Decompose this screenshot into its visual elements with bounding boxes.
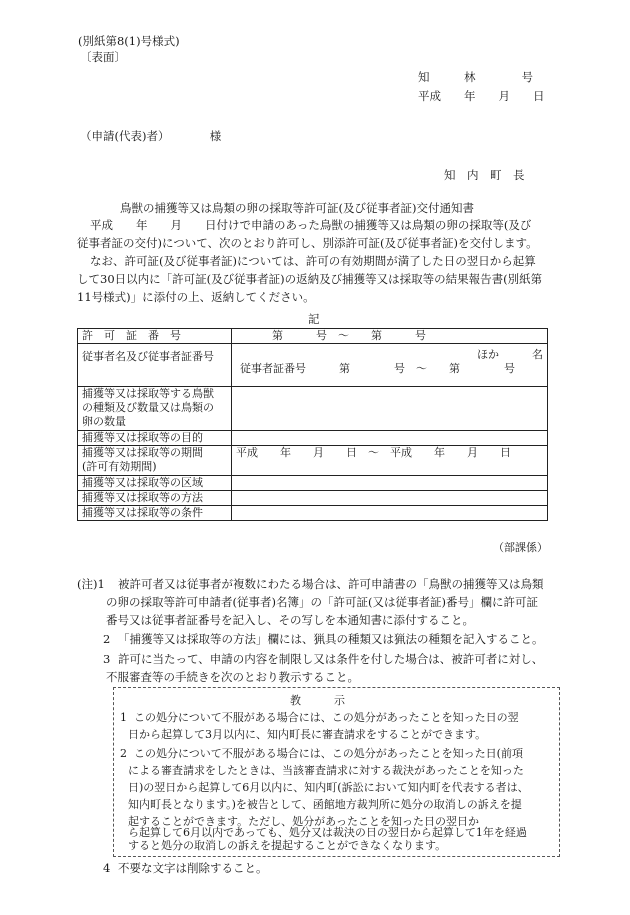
permit-number-value: 第 号 ～ 第 号 bbox=[232, 329, 548, 344]
notice-item-1-number: 1 bbox=[120, 711, 127, 724]
ki-label: 記 bbox=[308, 312, 320, 326]
body-line-5: 11号様式)」に添付の上、返納してください。 bbox=[77, 290, 315, 304]
note-2-number: 2 bbox=[103, 632, 111, 646]
notice-item-2-line-4: 知内町長となります。)を被告として、函館地方裁判所に処分の取消しの訴えを提 bbox=[128, 798, 522, 811]
permit-number-label: 許 可 証 番 号 bbox=[78, 329, 232, 344]
note-3-line-1: 許可に当たって、申請の内容を制限し又は条件を付した場合は、被許可者に対し、 bbox=[118, 652, 544, 666]
species-label: 捕獲等又は採取等する鳥獣 の種類及び数量又は鳥類の 卵の数量 bbox=[78, 387, 232, 431]
note-1-line-2: の卵の採取等許可申請者(従事者)名簿」の「許可証(又は従事者証)番号」欄に許可証 bbox=[106, 595, 538, 609]
permit-table bbox=[77, 328, 548, 521]
form-number: (別紙第8(1)号様式) bbox=[78, 34, 180, 48]
notice-item-2-line-6: ら起算して6月以内であっても、処分又は裁決の日の翌日から起算して1年を経過 bbox=[128, 826, 527, 839]
note-1-line-1: 被許可者又は従事者が複数にわたる場合は、許可申請書の「鳥獣の捕獲等又は鳥類 bbox=[118, 577, 544, 591]
purpose-label: 捕獲等又は採取等の目的 bbox=[78, 431, 232, 446]
document-number: 知 林 号 bbox=[418, 70, 533, 84]
worker-label: 従事者名及び従事者証番号 bbox=[78, 344, 232, 387]
appeal-notice-box bbox=[113, 687, 560, 857]
method-value bbox=[232, 491, 548, 506]
notice-item-2-line-2: による審査請求をしたときは、当該審査請求に対する裁決があったことを知った bbox=[128, 764, 524, 777]
notice-item-1-line-2: 日から起算して3月以内に、知内町長に審査請求をすることができます。 bbox=[128, 728, 487, 741]
body-line-3: なお、許可証(及び従事者証)については、許可の有効期間が満了した日の翌日から起算 bbox=[90, 254, 536, 268]
body-line-2: 従事者証の交付)について、次のとおり許可し、別添許可証(及び従事者証)を交付します。 bbox=[77, 236, 538, 250]
note-1-prefix: (注)1 bbox=[77, 577, 105, 591]
condition-value bbox=[232, 506, 548, 521]
period-value: 平成 年 月 日 ～ 平成 年 月 日 bbox=[232, 446, 548, 476]
notice-item-2-number: 2 bbox=[120, 747, 127, 760]
purpose-value bbox=[232, 431, 548, 446]
body-line-4: して30日以内に「許可証(及び従事者証)の返納及び捕獲等又は採取等の結果報告書(別紙第 bbox=[77, 272, 543, 286]
area-label: 捕獲等又は採取等の区域 bbox=[78, 476, 232, 491]
condition-label: 捕獲等又は採取等の条件 bbox=[78, 506, 232, 521]
notice-item-2-line-3: 日)の翌日から起算して6月以内に、知内町(訴訟において知内町を代表する者は、 bbox=[128, 781, 529, 794]
notice-item-1-line-1: この処分について不服がある場合には、この処分があったことを知った日の翌 bbox=[134, 711, 519, 724]
note-3-line-2: 不服審査等の手続きを次のとおり教示すること。 bbox=[106, 670, 359, 684]
notice-item-2-line-7: すると処分の取消しの訴えを提起することができなくなります。 bbox=[128, 839, 447, 852]
issue-date: 平成 年 月 日 bbox=[418, 89, 545, 103]
notice-item-2-line-1: この処分について不服がある場合には、この処分があったことを知った日(前項 bbox=[134, 747, 523, 760]
notice-title: 教 示 bbox=[290, 694, 345, 707]
document-title: 鳥獣の捕獲等又は鳥類の卵の採取等許可証(及び従事者証)交付通知書 bbox=[120, 201, 474, 215]
species-value bbox=[232, 387, 548, 431]
worker-cert-range: 従事者証番号 第 号 ～ 第 号 bbox=[240, 362, 515, 375]
note-1-line-3: 番号又は従事者証番号を記入し、その写しを本通知書に添付すること。 bbox=[106, 613, 474, 627]
notice-item-2-line-5: 起することができます。ただし、処分があったことを知った日の翌日か bbox=[128, 815, 480, 828]
note-2-text: 「捕獲等又は採取等の方法」欄には、猟具の種類又は猟法の種類を記入すること。 bbox=[118, 632, 544, 646]
period-label: 捕獲等又は採取等の期間 (許可有効期間) bbox=[78, 446, 232, 476]
area-value bbox=[232, 476, 548, 491]
applicant-line: （申請(代表)者） 様 bbox=[80, 129, 222, 143]
worker-others: ほか 名 bbox=[477, 348, 543, 361]
body-line-1: 平成 年 月 日付けで申請のあった鳥獣の捕獲等又は鳥類の卵の採取等(及び bbox=[90, 218, 532, 232]
note-4-text: 不要な文字は削除すること。 bbox=[118, 861, 268, 875]
worker-value bbox=[232, 344, 548, 387]
note-3-number: 3 bbox=[103, 652, 111, 666]
method-label: 捕獲等又は採取等の方法 bbox=[78, 491, 232, 506]
department-label: （部課係） bbox=[493, 541, 548, 554]
issuer: 知 内 町 長 bbox=[444, 168, 525, 182]
side-label: 〔表面〕 bbox=[80, 50, 126, 64]
note-4-number: 4 bbox=[103, 861, 111, 875]
